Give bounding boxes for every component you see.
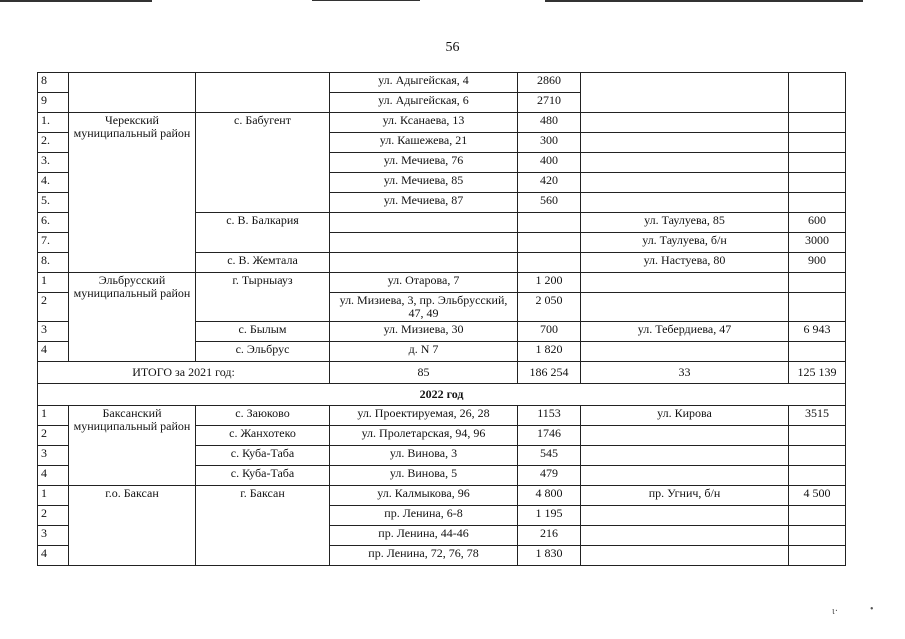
area-cell bbox=[518, 213, 581, 233]
row-number: 8. bbox=[38, 253, 69, 273]
street-cell: ул. Отарова, 7 bbox=[330, 273, 518, 293]
street-cell: ул. Винова, 3 bbox=[330, 446, 518, 466]
row-number: 8 bbox=[38, 73, 69, 93]
page-number: 56 bbox=[445, 40, 460, 55]
row-number: 7. bbox=[38, 233, 69, 253]
row-number: 4 bbox=[38, 342, 69, 362]
area-cell: 560 bbox=[518, 193, 581, 213]
street-cell: ул. Калмыкова, 96 bbox=[330, 486, 518, 506]
objects-table bbox=[37, 72, 846, 566]
street-cell bbox=[330, 213, 518, 233]
area-cell: 700 bbox=[518, 322, 581, 342]
area-cell: 2860 bbox=[518, 73, 581, 93]
area-cell: 1 195 bbox=[518, 506, 581, 526]
street2-cell bbox=[581, 113, 789, 133]
row-number: 3 bbox=[38, 446, 69, 466]
street2-cell bbox=[581, 342, 789, 362]
settlement-cell: г. Тырныауз bbox=[196, 273, 330, 322]
area2-cell: 6 943 bbox=[789, 322, 846, 342]
area-cell bbox=[518, 253, 581, 273]
area-cell: 400 bbox=[518, 153, 581, 173]
area-cell: 480 bbox=[518, 113, 581, 133]
settlement-cell: с. Куба-Таба bbox=[196, 466, 330, 486]
settlement-cell: с. Бабугент bbox=[196, 113, 330, 213]
area-cell: 1 820 bbox=[518, 342, 581, 362]
street-cell: пр. Ленина, 44-46 bbox=[330, 526, 518, 546]
area2-cell: 4 500 bbox=[789, 486, 846, 506]
top-rule-middle bbox=[312, 0, 420, 1]
area2-cell: 3515 bbox=[789, 406, 846, 426]
row-number: 2 bbox=[38, 426, 69, 446]
street2-cell: пр. Угнич, б/н bbox=[581, 486, 789, 506]
row-number: 6. bbox=[38, 213, 69, 233]
street2-cell bbox=[581, 133, 789, 153]
area-cell bbox=[518, 233, 581, 253]
area2-cell bbox=[789, 506, 846, 526]
total-area: 186 254 bbox=[518, 362, 581, 384]
street-cell: ул. Мечиева, 87 bbox=[330, 193, 518, 213]
total-row bbox=[38, 362, 846, 384]
district-cell: г.о. Баксан bbox=[69, 486, 196, 566]
table-row bbox=[38, 73, 846, 93]
street2-cell: ул. Кирова bbox=[581, 406, 789, 426]
year-heading-row bbox=[38, 384, 846, 406]
top-rule-left bbox=[0, 0, 152, 2]
street-cell: ул. Мизиева, 3, пр. Эльбрусский, 47, 49 bbox=[330, 293, 518, 322]
row-number: 2 bbox=[38, 293, 69, 322]
table-row bbox=[38, 406, 846, 426]
row-number: 5. bbox=[38, 193, 69, 213]
district-cell: Черекский муниципальный район bbox=[69, 113, 196, 273]
total-count2: 33 bbox=[581, 362, 789, 384]
street2-cell bbox=[581, 173, 789, 193]
top-rule-right bbox=[545, 0, 863, 2]
area2-cell bbox=[789, 546, 846, 566]
street-cell: пр. Ленина, 72, 76, 78 bbox=[330, 546, 518, 566]
area2-cell bbox=[789, 342, 846, 362]
street2-cell bbox=[581, 526, 789, 546]
table-row bbox=[38, 113, 846, 133]
street-cell: ул. Ксанаева, 13 bbox=[330, 113, 518, 133]
area-cell: 2 050 bbox=[518, 293, 581, 322]
district-cell bbox=[69, 73, 196, 113]
street2-cell bbox=[581, 506, 789, 526]
area2-cell bbox=[789, 466, 846, 486]
street2-cell bbox=[581, 73, 789, 113]
street-cell: ул. Мечиева, 76 bbox=[330, 153, 518, 173]
area-cell: 2710 bbox=[518, 93, 581, 113]
row-number: 2. bbox=[38, 133, 69, 153]
area2-cell bbox=[789, 426, 846, 446]
street-cell: ул. Мечиева, 85 bbox=[330, 173, 518, 193]
street2-cell bbox=[581, 466, 789, 486]
street-cell: д. N 7 bbox=[330, 342, 518, 362]
row-number: 1 bbox=[38, 486, 69, 506]
row-number: 2 bbox=[38, 506, 69, 526]
street2-cell bbox=[581, 446, 789, 466]
area2-cell: 900 bbox=[789, 253, 846, 273]
settlement-cell: с. Былым bbox=[196, 322, 330, 342]
area-cell: 1153 bbox=[518, 406, 581, 426]
settlement-cell: с. Жанхотеко bbox=[196, 426, 330, 446]
area2-cell bbox=[789, 293, 846, 322]
row-number: 3 bbox=[38, 526, 69, 546]
row-number: 4 bbox=[38, 546, 69, 566]
street-cell bbox=[330, 233, 518, 253]
street2-cell bbox=[581, 546, 789, 566]
area2-cell bbox=[789, 73, 846, 113]
row-number: 1 bbox=[38, 273, 69, 293]
district-cell: Эльбрусский муниципальный район bbox=[69, 273, 196, 362]
settlement-cell: с. Заюково bbox=[196, 406, 330, 426]
street-cell: ул. Адыгейская, 6 bbox=[330, 93, 518, 113]
table-row bbox=[38, 273, 846, 293]
street2-cell bbox=[581, 293, 789, 322]
street-cell: ул. Адыгейская, 4 bbox=[330, 73, 518, 93]
street-cell: пр. Ленина, 6-8 bbox=[330, 506, 518, 526]
area2-cell bbox=[789, 173, 846, 193]
street-cell: ул. Кашежева, 21 bbox=[330, 133, 518, 153]
area-cell: 4 800 bbox=[518, 486, 581, 506]
street2-cell bbox=[581, 193, 789, 213]
area-cell: 300 bbox=[518, 133, 581, 153]
area-cell: 1 830 bbox=[518, 546, 581, 566]
area2-cell bbox=[789, 526, 846, 546]
area2-cell bbox=[789, 113, 846, 133]
area2-cell bbox=[789, 446, 846, 466]
total-count: 85 bbox=[330, 362, 518, 384]
settlement-cell: с. В. Балкария bbox=[196, 213, 330, 253]
row-number: 1. bbox=[38, 113, 69, 133]
area2-cell: 3000 bbox=[789, 233, 846, 253]
street2-cell bbox=[581, 153, 789, 173]
street-cell: ул. Мизиева, 30 bbox=[330, 322, 518, 342]
row-number: 4 bbox=[38, 466, 69, 486]
district-cell: Баксанский муниципальный район bbox=[69, 406, 196, 486]
scan-artifact: • bbox=[870, 604, 874, 615]
total-area2: 125 139 bbox=[789, 362, 846, 384]
area-cell: 216 bbox=[518, 526, 581, 546]
total-label: ИТОГО за 2021 год: bbox=[38, 362, 330, 384]
table-row bbox=[38, 486, 846, 506]
row-number: 9 bbox=[38, 93, 69, 113]
street-cell bbox=[330, 253, 518, 273]
year-heading: 2022 год bbox=[38, 384, 846, 406]
settlement-cell: г. Баксан bbox=[196, 486, 330, 566]
settlement-cell bbox=[196, 73, 330, 113]
row-number: 3 bbox=[38, 322, 69, 342]
street2-cell bbox=[581, 426, 789, 446]
area-cell: 420 bbox=[518, 173, 581, 193]
area2-cell: 600 bbox=[789, 213, 846, 233]
street2-cell: ул. Таулуева, б/н bbox=[581, 233, 789, 253]
row-number: 4. bbox=[38, 173, 69, 193]
street2-cell: ул. Таулуева, 85 bbox=[581, 213, 789, 233]
settlement-cell: с. В. Жемтала bbox=[196, 253, 330, 273]
area2-cell bbox=[789, 133, 846, 153]
settlement-cell: с. Куба-Таба bbox=[196, 446, 330, 466]
street2-cell: ул. Настуева, 80 bbox=[581, 253, 789, 273]
settlement-cell: с. Эльбрус bbox=[196, 342, 330, 362]
area-cell: 479 bbox=[518, 466, 581, 486]
street2-cell bbox=[581, 273, 789, 293]
scan-artifact: ɩ· bbox=[832, 606, 839, 617]
area2-cell bbox=[789, 193, 846, 213]
street-cell: ул. Проектируемая, 26, 28 bbox=[330, 406, 518, 426]
row-number: 1 bbox=[38, 406, 69, 426]
street2-cell: ул. Тебердиева, 47 bbox=[581, 322, 789, 342]
street-cell: ул. Пролетарская, 94, 96 bbox=[330, 426, 518, 446]
area2-cell bbox=[789, 153, 846, 173]
row-number: 3. bbox=[38, 153, 69, 173]
area-cell: 1 200 bbox=[518, 273, 581, 293]
street-cell: ул. Винова, 5 bbox=[330, 466, 518, 486]
area-cell: 545 bbox=[518, 446, 581, 466]
area-cell: 1746 bbox=[518, 426, 581, 446]
area2-cell bbox=[789, 273, 846, 293]
